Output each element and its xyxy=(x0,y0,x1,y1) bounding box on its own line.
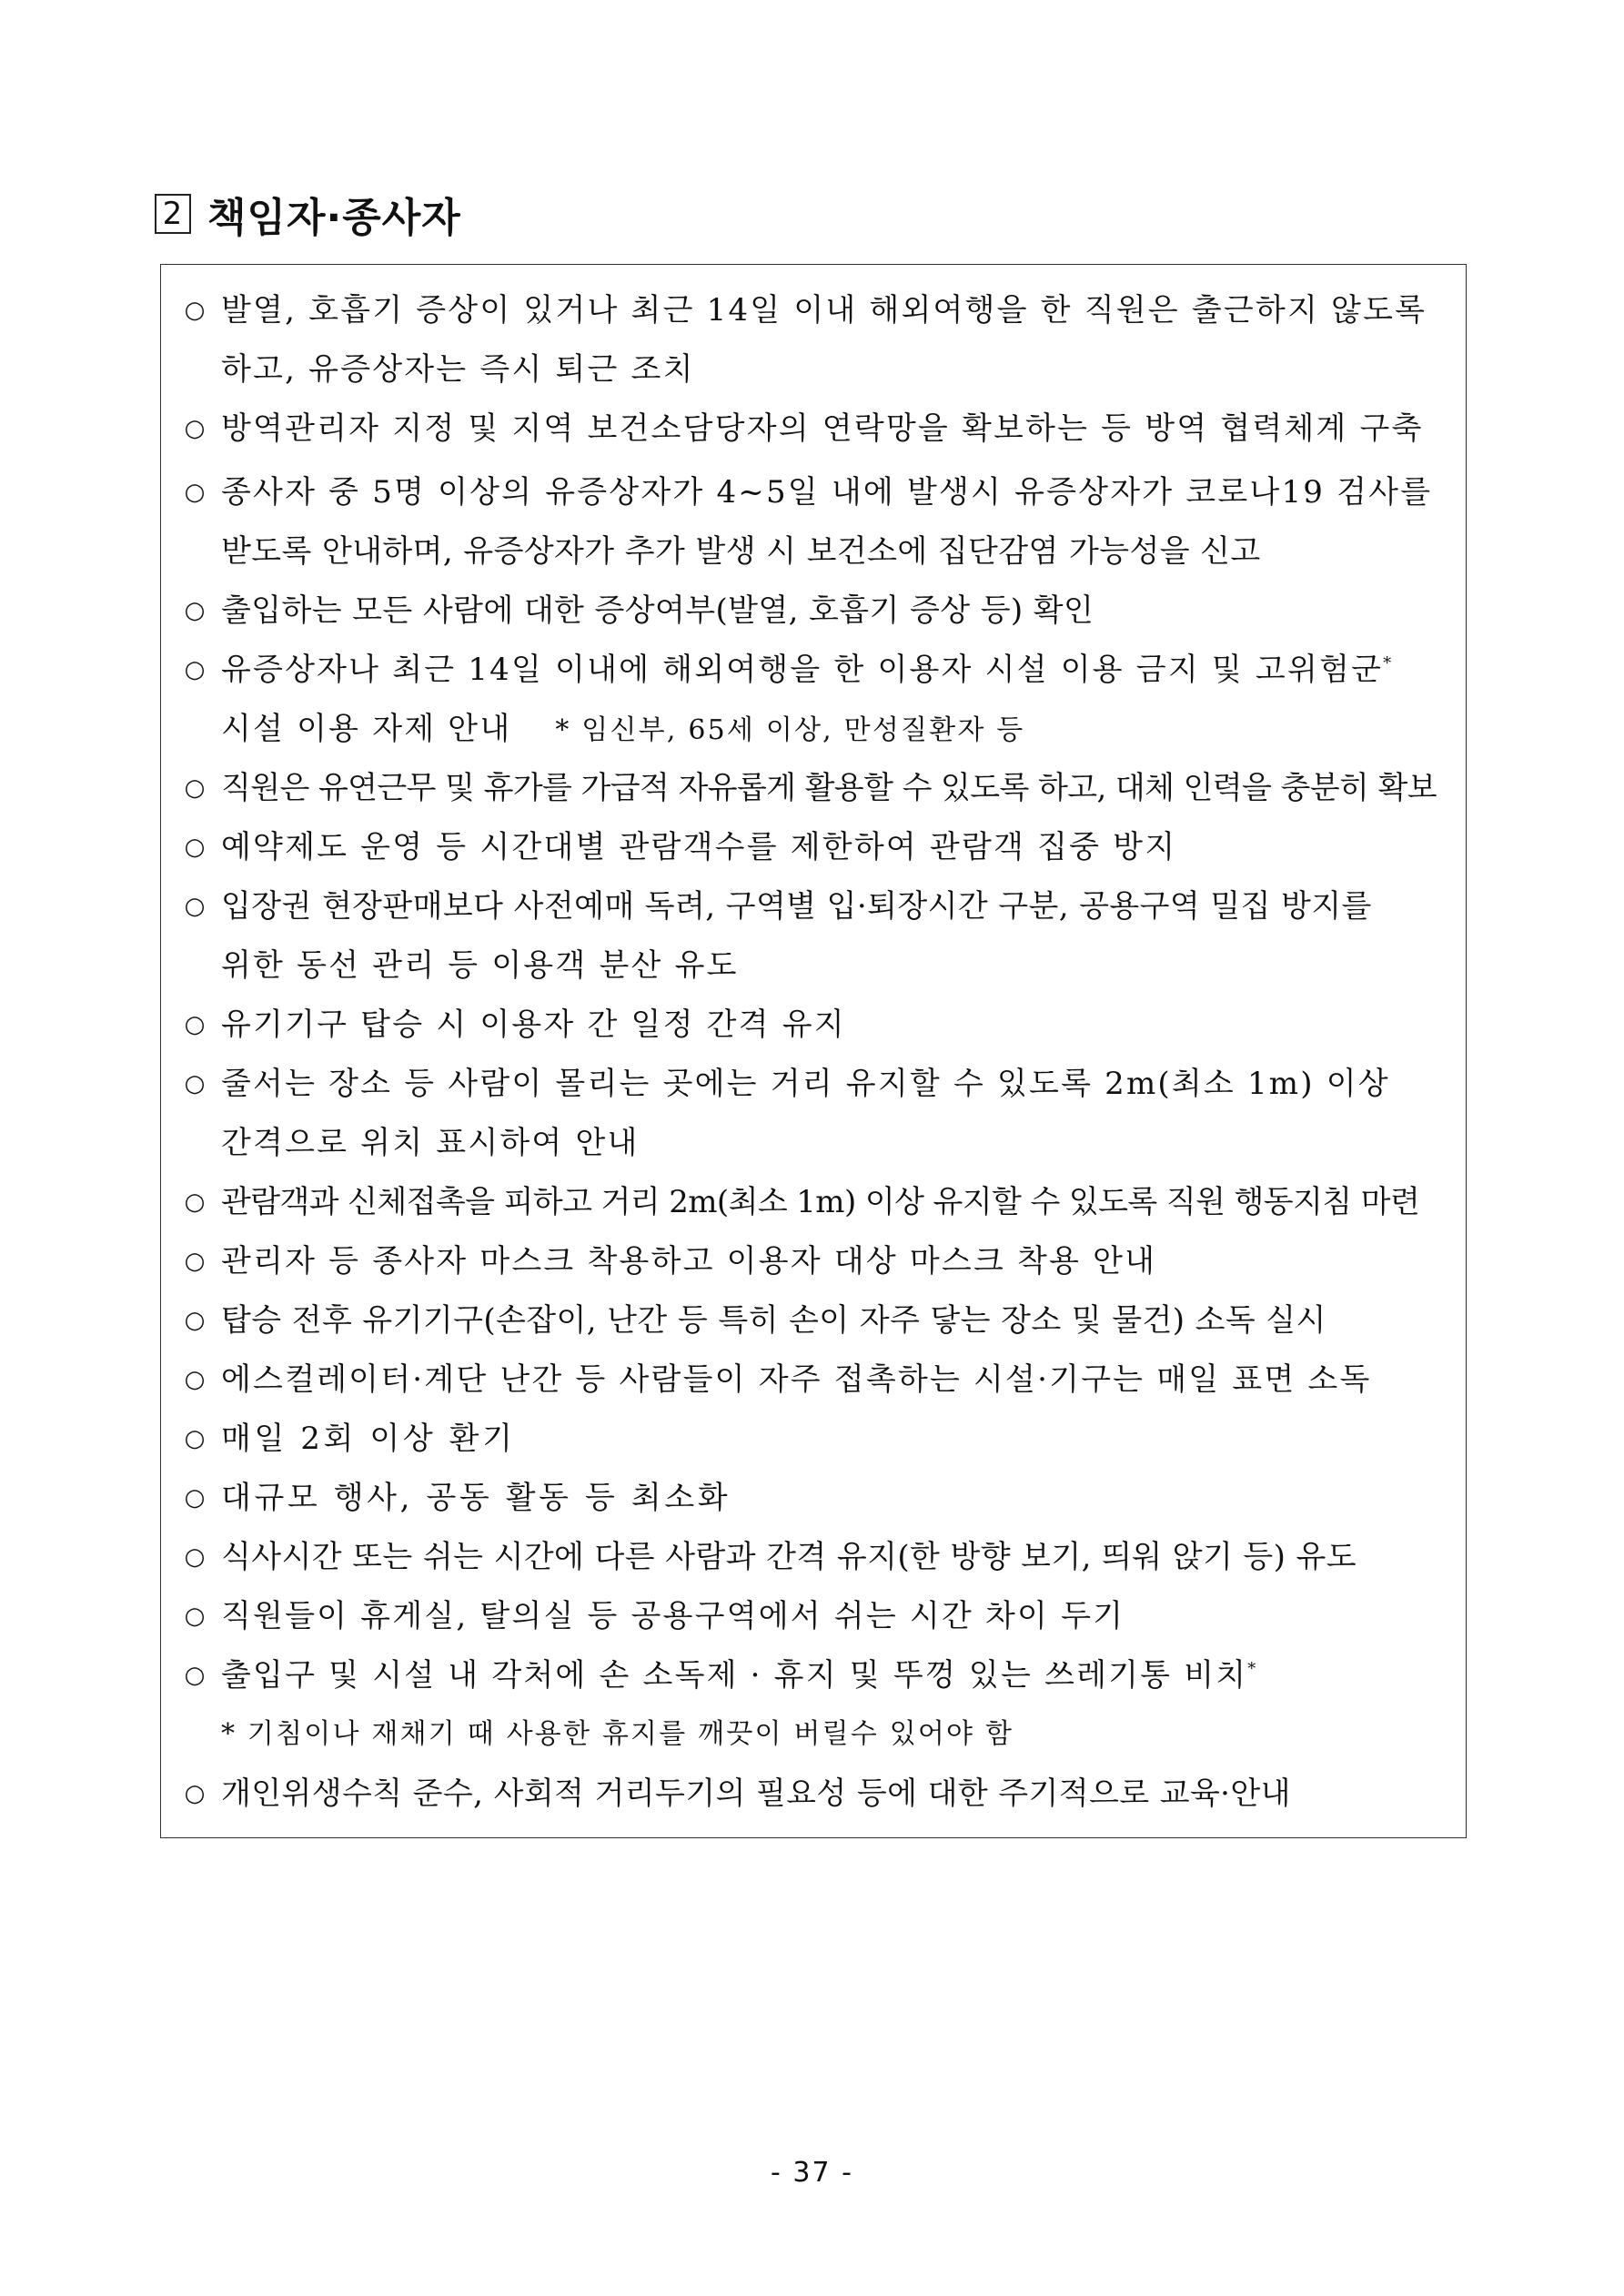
bullet-icon: ○ xyxy=(184,297,206,324)
bullet-icon: ○ xyxy=(184,774,206,802)
list-item xyxy=(161,1236,1466,1287)
list-item xyxy=(161,644,1466,695)
item-text: 방역관리자 지정 및 지역 보건소담당자의 연락망을 확보하는 등 방역 협력체계 구축 xyxy=(221,410,1424,447)
footnote-mark: * xyxy=(1383,653,1394,673)
item-text: 직원은 유연근무 및 휴가를 가급적 자유롭게 활용할 수 있도록 하고, 대체 인력을 충분히 확보 xyxy=(221,770,1437,806)
bullet-icon: ○ xyxy=(184,1484,206,1512)
bullet-icon: ○ xyxy=(184,1366,206,1393)
list-item xyxy=(161,999,1466,1050)
item-text xyxy=(221,644,1393,695)
list-item xyxy=(161,285,1466,336)
bullet-icon: ○ xyxy=(184,1425,206,1452)
list-item xyxy=(161,585,1466,636)
item-text-body: 출입구 및 시설 내 각처에 손 소독제 · 휴지 및 뚜껑 있는 쓰레기통 비치 xyxy=(221,1657,1248,1694)
item-text: 종사자 중 5명 이상의 유증상자가 4~5일 내에 발생시 유증상자가 코로나19 검사를 xyxy=(221,474,1433,511)
item-text: 간격으로 위치 표시하여 안내 xyxy=(221,1125,640,1161)
bullet-icon: ○ xyxy=(184,834,206,861)
list-item xyxy=(161,1532,1466,1583)
item-text: 개인위생수칙 준수, 사회적 거리두기의 필요성 등에 대한 주기적으로 교육·안내 xyxy=(221,1775,1291,1812)
item-text xyxy=(221,703,1024,756)
bullet-icon: ○ xyxy=(184,1780,206,1807)
list-item xyxy=(161,467,1466,518)
list-item xyxy=(161,881,1466,932)
list-item-continuation xyxy=(161,344,1466,395)
footnote-mark: * xyxy=(1247,1659,1258,1679)
item-text: 받도록 안내하며, 유증상자가 추가 발생 시 보건소에 집단감염 가능성을 신고 xyxy=(221,533,1261,570)
guideline-box xyxy=(160,264,1467,1838)
bullet-icon: ○ xyxy=(184,597,206,624)
item-text: 위한 동선 관리 등 이용객 분산 유도 xyxy=(221,947,739,984)
bullet-icon: ○ xyxy=(184,1603,206,1630)
item-text: 발열, 호흡기 증상이 있거나 최근 14일 이내 해외여행을 한 직원은 출근하지 않도록 xyxy=(221,292,1427,329)
item-text-body: 유증상자나 최근 14일 이내에 해외여행을 한 이용자 시설 이용 금지 및 고위험군 xyxy=(221,652,1384,688)
bullet-icon: ○ xyxy=(184,415,206,442)
footnote: * 기침이나 재채기 때 사용한 휴지를 깨끗이 버릴수 있어야 함 xyxy=(221,1718,1014,1750)
bullet-icon: ○ xyxy=(184,1011,206,1038)
bullet-icon: ○ xyxy=(184,1188,206,1216)
item-text: 탑승 전후 유기기구(손잡이, 난간 등 특히 손이 자주 닿는 장소 및 물건) 소독 실시 xyxy=(221,1302,1326,1339)
list-item xyxy=(161,403,1466,454)
list-item xyxy=(161,1591,1466,1642)
item-text: 관람객과 신체접촉을 피하고 거리 2m(최소 1m) 이상 유지할 수 있도록 직원 행동지침 마련 xyxy=(221,1184,1420,1220)
list-item xyxy=(161,1413,1466,1464)
section-title: 책임자·종사자 xyxy=(207,195,461,241)
list-item-continuation xyxy=(161,526,1466,577)
bullet-icon: ○ xyxy=(184,1307,206,1334)
list-item-continuation xyxy=(161,703,1466,754)
bullet-icon: ○ xyxy=(184,893,206,920)
item-text: 유기기구 탑승 시 이용자 간 일정 간격 유지 xyxy=(221,1006,846,1043)
item-text: 대규모 행사, 공동 활동 등 최소화 xyxy=(221,1480,731,1516)
item-text: 출입하는 모든 사람에 대한 증상여부(발열, 호흡기 증상 등) 확인 xyxy=(221,592,1094,629)
list-item-continuation xyxy=(161,1118,1466,1168)
list-item-continuation xyxy=(161,940,1466,991)
list-item-continuation xyxy=(161,1709,1466,1760)
bullet-icon: ○ xyxy=(184,1662,206,1689)
footnote: * 임신부, 65세 이상, 만성질환자 등 xyxy=(555,714,1025,746)
bullet-icon: ○ xyxy=(184,1543,206,1571)
item-text: 에스컬레이터·계단 난간 등 사람들이 자주 접촉하는 시설·기구는 매일 표면 소독 xyxy=(221,1361,1372,1398)
item-text: 직원들이 휴게실, 탈의실 등 공용구역에서 쉬는 시간 차이 두기 xyxy=(221,1598,1125,1634)
page-number: - 37 - xyxy=(771,2157,853,2189)
item-text xyxy=(221,1650,1258,1701)
item-text: 예약제도 운영 등 시간대별 관람객수를 제한하여 관람객 집중 방지 xyxy=(221,829,1177,865)
list-item xyxy=(161,1177,1466,1228)
item-text: 하고, 유증상자는 즉시 퇴근 조치 xyxy=(221,351,695,388)
list-item xyxy=(161,1472,1466,1523)
section-number: 2 xyxy=(155,194,191,234)
item-text: 식사시간 또는 쉬는 시간에 다른 사람과 간격 유지(한 방향 보기, 띄워 앉기 등) 유도 xyxy=(221,1539,1357,1575)
list-item xyxy=(161,1650,1466,1701)
list-item xyxy=(161,1058,1466,1109)
list-item xyxy=(161,1354,1466,1405)
bullet-icon: ○ xyxy=(184,1070,206,1097)
bullet-icon: ○ xyxy=(184,1248,206,1275)
list-item xyxy=(161,822,1466,873)
item-text-body: 시설 이용 자제 안내 xyxy=(221,711,512,747)
bullet-icon: ○ xyxy=(184,656,206,683)
item-text: 입장권 현장판매보다 사전예매 독려, 구역별 입·퇴장시간 구분, 공용구역 밀집 방지를 xyxy=(221,888,1372,925)
item-text: 관리자 등 종사자 마스크 착용하고 이용자 대상 마스크 착용 안내 xyxy=(221,1243,1157,1279)
item-text: 매일 2회 이상 환기 xyxy=(221,1421,516,1457)
section-heading xyxy=(155,187,461,241)
list-item xyxy=(161,763,1466,814)
list-item xyxy=(161,1768,1466,1819)
item-text: 줄서는 장소 등 사람이 몰리는 곳에는 거리 유지할 수 있도록 2m(최소 1m) 이상 xyxy=(221,1066,1390,1102)
list-item xyxy=(161,1295,1466,1346)
bullet-icon: ○ xyxy=(184,479,206,506)
